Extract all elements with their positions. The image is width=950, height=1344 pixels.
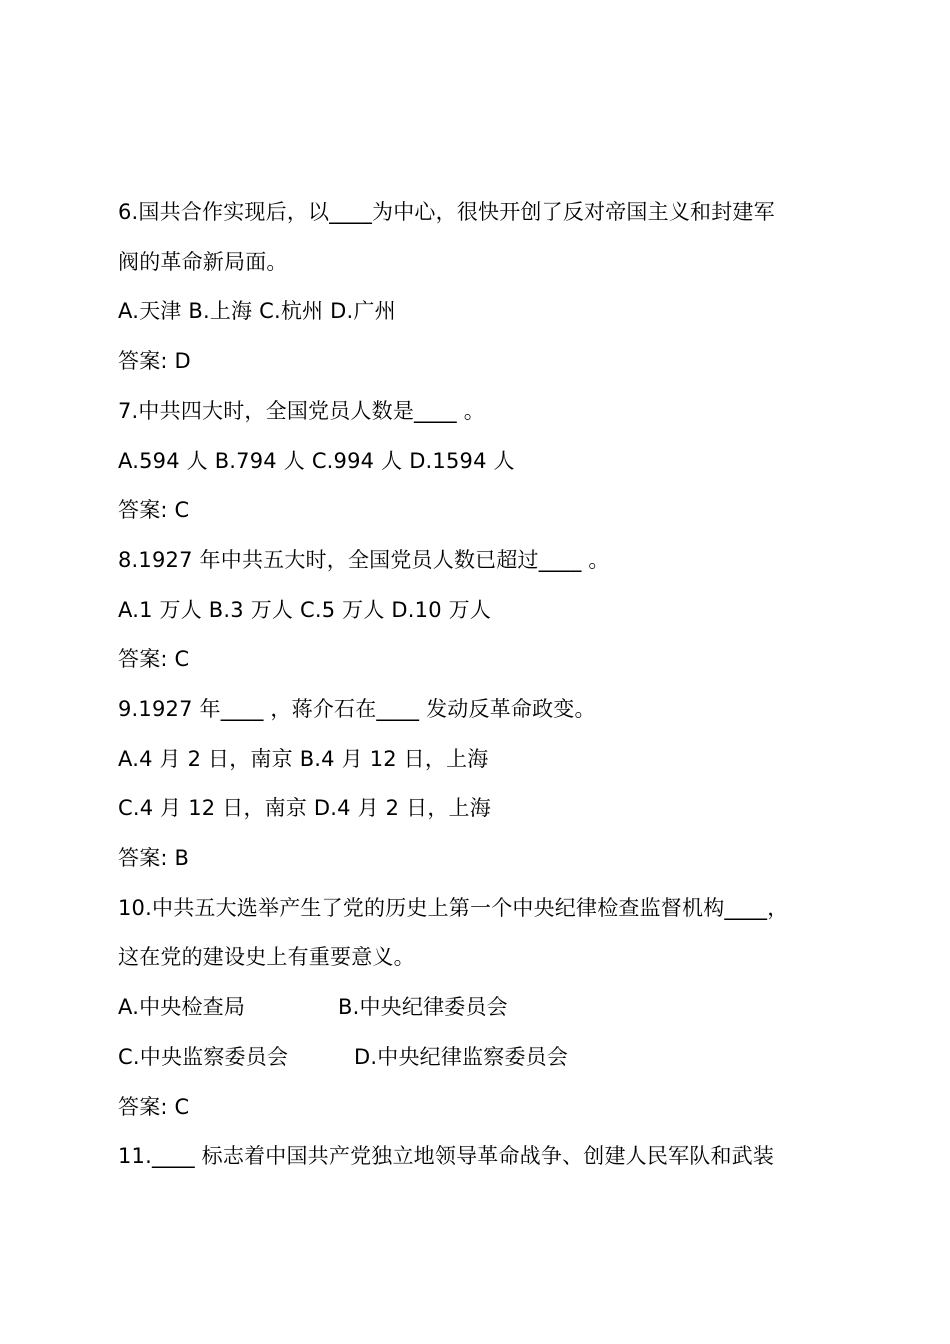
question-10-option-b: B.中央纪律委员会 [338, 995, 508, 1019]
question-8-options: A.1 万人 B.3 万人 C.5 万人 D.10 万人 [118, 598, 492, 622]
question-7-stem: 7.中共四大时，全国党员人数是____ 。 [118, 399, 485, 423]
question-10-answer: 答案: C [118, 1095, 190, 1119]
question-7-answer: 答案: C [118, 498, 190, 522]
question-10-stem-line-2: 这在党的建设史上有重要意义。 [118, 945, 415, 969]
question-11-stem: 11.____ 标志着中国共产党独立地领导革命战争、创建人民军队和武装 [118, 1144, 775, 1168]
question-10-stem-line-1: 10.中共五大选举产生了党的历史上第一个中央纪律检查监督机构____， [118, 896, 789, 920]
question-9-answer: 答案: B [118, 846, 190, 870]
question-8-answer: 答案: C [118, 647, 190, 671]
question-9-options-line-2: C.4 月 12 日，南京 D.4 月 2 日，上海 [118, 796, 491, 820]
question-7-options: A.594 人 B.794 人 C.994 人 D.1594 人 [118, 449, 515, 473]
question-10-option-a: A.中央检查局 [118, 995, 246, 1019]
question-6-options: A.天津 B.上海 C.杭州 D.广州 [118, 299, 396, 323]
question-6-stem-line-2: 阀的革命新局面。 [118, 250, 288, 274]
question-8-stem: 8.1927 年中共五大时，全国党员人数已超过____ 。 [118, 548, 610, 572]
question-6-answer: 答案: D [118, 349, 191, 373]
question-9-options-line-1: A.4 月 2 日，南京 B.4 月 12 日，上海 [118, 747, 489, 771]
question-10-option-c: C.中央监察委员会 [118, 1045, 289, 1069]
question-9-stem: 9.1927 年____ ，蒋介石在____ 发动反革命政变。 [118, 697, 596, 721]
question-10-option-d: D.中央纪律监察委员会 [354, 1045, 569, 1069]
question-6-stem-line-1: 6.国共合作实现后，以____为中心，很快开创了反对帝国主义和封建军 [118, 200, 775, 224]
